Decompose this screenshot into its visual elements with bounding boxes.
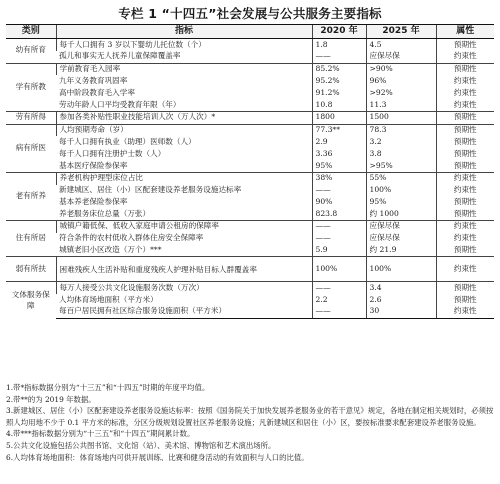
attribute-cell: 预期性 (436, 111, 494, 124)
table-row (6, 294, 494, 306)
attribute-cell: 预期性 (436, 282, 494, 294)
header-2020: 2020 年 (312, 25, 366, 39)
footnote: 4.带***指标数据分别为“十三五”和“十四五”期间累计数。 (6, 429, 195, 439)
indicator-cell: 人均体育场地面积（平方米） (59, 294, 158, 304)
value-2025-cell: 应保尽保 (366, 233, 436, 245)
attribute-cell: 预期性 (436, 39, 494, 51)
indicator-cell (56, 257, 312, 282)
table-row (6, 87, 494, 99)
footnote: 6.人均体育场地面积：体育场地内可供开展训练、比赛和健身活动的有效面积与人口的比值。 (6, 452, 309, 462)
table-row (6, 257, 494, 282)
attribute-cell: 约束性 (436, 220, 494, 232)
value-2020-cell: 5.9 (312, 245, 366, 257)
attribute-cell: 约束性 (436, 99, 494, 111)
table-row (6, 51, 494, 63)
table-row (6, 124, 494, 136)
attribute-cell: 约束性 (436, 75, 494, 87)
value-2025-cell: >90% (366, 63, 436, 75)
value-2025-cell: 4.5 (366, 39, 436, 51)
header-attribute: 属性 (436, 25, 494, 39)
attribute-cell: 预期性 (436, 136, 494, 148)
value-2020-cell: 1.8 (312, 39, 366, 51)
indicator-cell: 基本养老保险参保率 (59, 196, 128, 206)
table-row (6, 111, 494, 124)
table-row (6, 185, 494, 197)
table-row (6, 63, 494, 75)
category-cell: 文体服务保障 (6, 282, 56, 318)
indicator-cell: 学前教育毛入园率 (56, 63, 312, 75)
table-row (6, 75, 494, 87)
table-row (6, 136, 494, 148)
value-2020-cell: 85.2% (312, 63, 366, 75)
footnote: 3.新建城区、居住（小）区配套建设养老服务设施达标率：按照《国务院关于加快发展养老服务业的若干意见》规定，各地在制定相关规划时，必须按照人均用地不少于 0.1 平方米的标准，分区分级规划设置社区养老服务设施；凡新建城区和居住（小）区，要按标准要求配套建设养老服务设施。 (6, 406, 494, 427)
table-row (6, 282, 494, 294)
value-2020-cell: 95.2% (312, 75, 366, 87)
value-2025-cell: 55% (366, 172, 436, 184)
value-2025-cell: 应保尽保 (366, 220, 436, 232)
indicator-cell: 孤儿和事实无人抚养儿童保障覆盖率 (59, 51, 181, 61)
value-2020-cell: 2.9 (312, 136, 366, 148)
indicator-cell: 新建城区、居住（小）区配套建设养老服务设施达标率 (59, 185, 242, 195)
table-row (6, 148, 494, 160)
table-row (6, 208, 494, 220)
attribute-cell: 预期性 (436, 148, 494, 160)
header-indicator: 指标 (56, 25, 312, 39)
footnotes (6, 382, 496, 463)
category-cell: 幼有所育 (15, 45, 46, 55)
value-2020-cell: —— (312, 51, 366, 63)
attribute-cell: 约束性 (436, 172, 494, 184)
value-2025-cell: >95% (366, 160, 436, 172)
table-row (6, 196, 494, 208)
value-2020-cell: 1800 (312, 111, 366, 124)
value-2025-cell: 约 21.9 (366, 245, 436, 257)
value-2020-cell: 91.2% (312, 87, 366, 99)
value-2020-cell: 10.8 (312, 99, 366, 111)
value-2025-cell: 应保尽保 (366, 51, 436, 63)
table-row (6, 220, 494, 232)
category-cell: 老有所养 (6, 172, 56, 220)
attribute-cell: 预期性 (436, 245, 494, 257)
indicator-cell: 高中阶段教育毛入学率 (59, 87, 135, 97)
category-cell: 病有所医 (6, 124, 56, 172)
footnote: 2.带**的为 2019 年数据。 (6, 394, 96, 404)
value-2020-cell: 38% (312, 172, 366, 184)
value-2020-cell: 100% (312, 257, 366, 282)
value-2025-cell: 3.4 (366, 282, 436, 294)
value-2025-cell: 2.6 (366, 294, 436, 306)
indicator-cell: 符合条件的农村低收入群体住房安全保障率 (59, 233, 204, 243)
value-2025-cell: 3.2 (366, 136, 436, 148)
indicator-cell: 每千人口拥有注册护士数（人） (59, 148, 166, 158)
table-row (6, 99, 494, 111)
indicator-cell: 每百户居民拥有社区综合服务设施面积（平方米） (56, 306, 312, 318)
value-2025-cell: 100% (366, 185, 436, 197)
indicator-cell: 每千人口拥有执业（助理）医师数（人） (59, 136, 196, 146)
value-2025-cell: >92% (366, 87, 436, 99)
indicator-cell: 参加各类补贴性职业技能培训人次（万人次）* (56, 111, 312, 124)
indicator-cell: 每万人接受公共文化设施服务次数（万次） (56, 282, 312, 294)
attribute-cell: 约束性 (436, 51, 494, 63)
header-2025: 2025 年 (366, 25, 436, 39)
value-2020-cell: —— (312, 220, 366, 232)
page-title: 专栏 1 “十四五”社会发展与公共服务主要指标 (118, 6, 382, 21)
value-2020-cell: 2.2 (312, 294, 366, 306)
table-header-row (6, 25, 494, 39)
indicator-cell: 九年义务教育巩固率 (59, 75, 128, 85)
table-row (6, 160, 494, 172)
attribute-cell: 约束性 (436, 306, 494, 318)
indicator-cell: 养老服务床位总量（万张） (59, 208, 151, 218)
table-row (6, 233, 494, 245)
value-2025-cell: 78.3 (366, 124, 436, 136)
value-2025-cell: 约 1000 (366, 208, 436, 220)
value-2020-cell: —— (312, 282, 366, 294)
indicator-cell: 城镇户籍低保、低收入家庭申请公租房的保障率 (56, 220, 312, 232)
value-2020-cell: —— (312, 306, 366, 318)
attribute-cell: 约束性 (436, 185, 494, 197)
attribute-cell: 预期性 (436, 208, 494, 220)
value-2025-cell: 100% (366, 257, 436, 282)
value-2025-cell: 96% (366, 75, 436, 87)
table-row (6, 172, 494, 184)
category-cell: 劳有所得 (6, 111, 56, 124)
table-row (6, 306, 494, 318)
attribute-cell: 约束性 (436, 87, 494, 99)
attribute-cell: 约束性 (436, 233, 494, 245)
indicator-cell: 养老机构护理型床位占比 (56, 172, 312, 184)
attribute-cell: 预期性 (436, 196, 494, 208)
footnote: 5.公共文化设施包括公共图书馆、文化馆（站）、美术馆、博物馆和艺术演出场所。 (6, 440, 276, 450)
table-row (6, 245, 494, 257)
indicator-cell: 每千人口拥有 3 岁以下婴幼儿托位数（个） (56, 39, 312, 51)
footnote: 1.带*指标数据分别为“十三五”和“十四五”时期的年度平均值。 (6, 383, 210, 392)
value-2025-cell: 1500 (366, 111, 436, 124)
indicator-cell: 基本医疗保险参保率 (59, 160, 128, 170)
header-category: 类别 (6, 25, 56, 39)
attribute-cell: 约束性 (436, 257, 494, 282)
table-body (6, 39, 494, 319)
indicator-text: 困难残疾人生活补贴和重度残疾人护理补贴目标人群覆盖率 (59, 264, 257, 274)
value-2020-cell: 823.8 (312, 208, 366, 220)
value-2025-cell: 30 (366, 306, 436, 318)
value-2020-cell: 77.3** (312, 124, 366, 136)
category-cell: 学有所教 (6, 63, 56, 111)
value-2025-cell: 11.3 (366, 99, 436, 111)
category-cell: 住有所居 (6, 220, 56, 256)
value-2020-cell: —— (312, 233, 366, 245)
value-2020-cell: 90% (312, 196, 366, 208)
attribute-cell: 预期性 (436, 124, 494, 136)
indicator-cell: 城镇老旧小区改造（万个）*** (59, 245, 162, 255)
value-2020-cell: 3.36 (312, 148, 366, 160)
value-2020-cell: 95% (312, 160, 366, 172)
table-row (6, 39, 494, 51)
indicator-cell: 劳动年龄人口平均受教育年限（年） (59, 99, 181, 109)
category-cell: 弱有所扶 (6, 257, 56, 282)
attribute-cell: 预期性 (436, 294, 494, 306)
value-2025-cell: 95% (366, 196, 436, 208)
attribute-cell: 预期性 (436, 160, 494, 172)
attribute-cell: 预期性 (436, 63, 494, 75)
value-2020-cell: —— (312, 185, 366, 197)
value-2025-cell: 3.8 (366, 148, 436, 160)
indicator-cell: 人均预期寿命（岁） (56, 124, 312, 136)
indicator-table (6, 24, 494, 319)
